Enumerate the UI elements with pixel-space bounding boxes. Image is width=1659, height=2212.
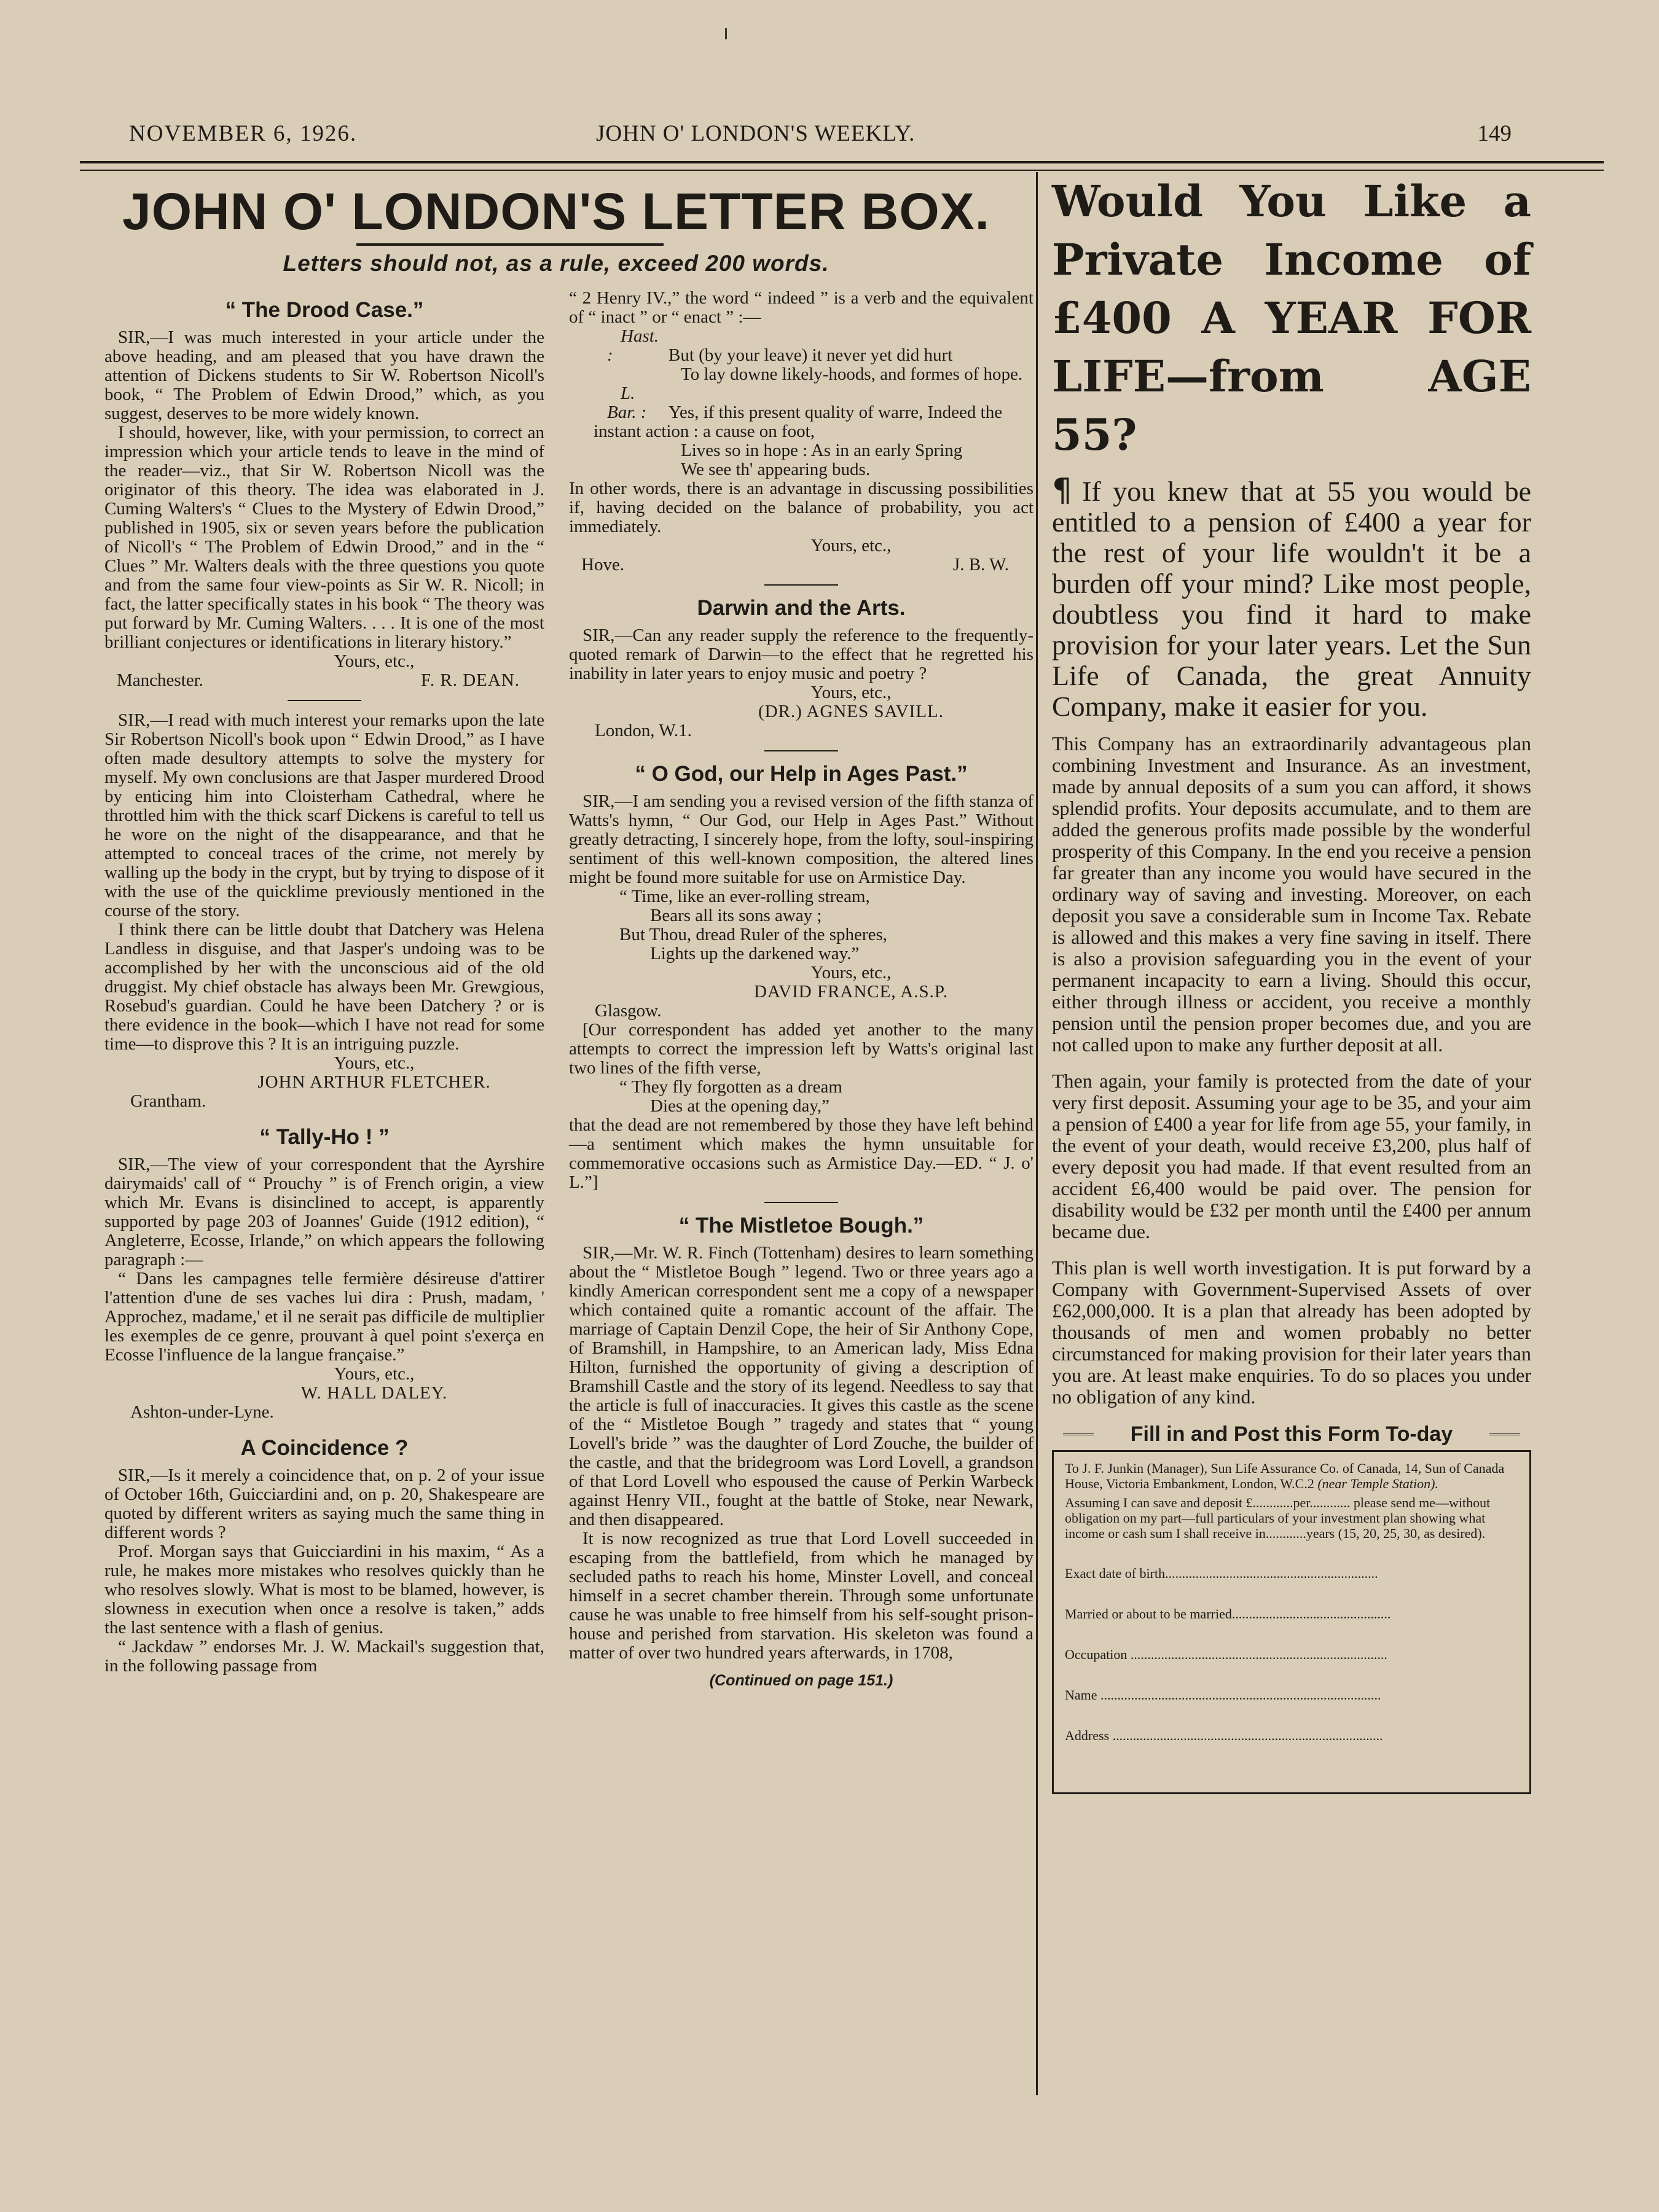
letter-place: Manchester. <box>117 670 203 690</box>
verse-line: We see th' appearing buds. <box>681 460 871 479</box>
birth-date-field[interactable]: Exact date of birth............................................................... <box>1065 1566 1378 1581</box>
letter-place: London, W.1. <box>595 721 692 740</box>
letters-column-2 <box>569 289 1033 1690</box>
header-rule-thin <box>80 170 1604 171</box>
letter-quotation: “ Dans les campagnes telle fermière désireuse d'attirer l'attention d'une de ses vaches lui dira : Prush, madam, ' Approchez, madame,' et il ne serait pas difficile de multiplier les exemples de ce genre, prouvant à quel point s'exerça en Ecosse l'influence de la langue française.” <box>104 1269 544 1365</box>
letter-separator <box>288 700 361 701</box>
letter-closing: Yours, etc., <box>334 1364 415 1384</box>
verse-speaker: L. Bar. : <box>607 383 647 422</box>
sun-life-advertisement <box>1052 172 1531 1794</box>
title-underline <box>356 243 664 246</box>
verse-text: But (by your leave) it never yet did hurt <box>669 345 953 365</box>
header-rule <box>80 161 1604 163</box>
poem-line: “ Time, like an ever-rolling stream, <box>619 887 870 906</box>
print-mark <box>725 28 727 39</box>
letter-closing: Yours, etc., <box>334 651 415 671</box>
verse-line: To lay downe likely-hoods, and formes of hope. <box>681 364 1023 384</box>
letter-place: Hove. <box>581 555 625 575</box>
letter-author: F. R. DEAN. <box>421 670 520 690</box>
letter-signature-line <box>569 555 1033 575</box>
ad-headline: Would You Like a Private Income of £400 A YEAR FOR LIFE—from AGE 55? <box>1052 176 1531 460</box>
coupon-recipient: To J. F. Junkin (Manager), Sun Life Assurance Co. of Canada, 14, Sun of Canada House, Victoria Embankment, London, W.C.2 <box>1065 1461 1505 1491</box>
letter-author: (DR.) AGNES SAVILL. <box>758 702 944 721</box>
ad-paragraph: This plan is well worth investigation. It is put forward by a Company with Government-Supervised Assets of over £62,000,000. It is a plan that already has been adopted by thousands of men and women probably no better circumstanced for making provision for their later years than you are. At least make enquiries. To do so places you under no obligation of any kind. <box>1052 1257 1531 1408</box>
letter-closing: Yours, etc., <box>334 1053 415 1073</box>
letter-place: Grantham. <box>130 1091 206 1111</box>
ad-lead-paragraph <box>1052 472 1531 722</box>
letter-author: DAVID FRANCE, A.S.P. <box>754 982 948 1002</box>
letter-paragraph: SIR,—Is it merely a coincidence that, on p. 2 of your issue of October 16th, Guicciardini and, on p. 20, Shakespeare are quoted by different writers as saying much the same thing in different words ? <box>104 1465 544 1542</box>
letter-paragraph: In other words, there is an advantage in discussing possibilities if, having decided on the balance of probability, you act immediately. <box>569 479 1033 536</box>
coupon-heading: Fill in and Post this Form To-day <box>1052 1422 1531 1446</box>
letter-author: JOHN ARTHUR FLETCHER. <box>257 1072 491 1092</box>
poem-line: Dies at the opening day,” <box>650 1096 830 1116</box>
verse-speaker: Hast. : <box>607 326 659 365</box>
tally-ho-heading: “ Tally-Ho ! ” <box>259 1125 390 1149</box>
letter-place: Ashton-under-Lyne. <box>130 1402 274 1422</box>
letter-separator <box>764 750 838 751</box>
coupon-recipient-note: (near Temple Station). <box>1317 1476 1438 1491</box>
verse-line <box>569 327 1033 365</box>
letter-closing: Yours, etc., <box>810 963 892 982</box>
hymn-heading: “ O God, our Help in Ages Past.” <box>635 762 968 786</box>
letter-author: J. B. W. <box>952 555 1009 575</box>
address-field[interactable]: Address ................................................................................ <box>1065 1728 1383 1743</box>
letter-author: W. HALL DALEY. <box>300 1383 448 1403</box>
letter-paragraph: SIR,—Mr. W. R. Finch (Tottenham) desires to learn something about the “ Mistletoe Bough ” legend. Two or three years ago a kindly American correspondent sent me a copy of a newspaper which contained quite a romantic account of the affair. The marriage of Captain Denzil Cope, the heir of Sir Anthony Cope, of Bramshill, in Hampshire, to an American lady, Miss Edna Hilton, furnished the opportunity of giving a description of Bramshill Castle and the story of its legend. Needless to say that the article is full of inaccuracies. It gives this castle as the scene of the “ Mistletoe Bough ” tragedy and states that “ young Lovell's bride ” was the daughter of Lord Zouche, the builder of the castle, and that the bridegroom was Lord Lovell, a grandson of that Lord Lovell who espoused the cause of Perkin Warbeck against Henry VII., fought at the battle of Stoke, near Newark, and then disappeared. <box>569 1243 1033 1529</box>
publication-title: JOHN O' LONDON'S WEEKLY. <box>596 121 916 146</box>
letters-column-1 <box>104 289 544 1676</box>
letter-paragraph: It is now recognized as true that Lord Lovell succeeded in escaping from the battlefield, from which he managed by secluded paths to reach his home, Minster Lovell, and conceal himself in a secret chamber therein. Through some unfortunate cause he was unable to free himself from his self-sought prison-house and perished from starvation. His skeleton was found a matter of over two hundred years afterwards, in 1708, <box>569 1529 1033 1663</box>
darwin-heading: Darwin and the Arts. <box>697 596 906 620</box>
column-divider <box>1036 172 1038 2095</box>
letter-paragraph: “ 2 Henry IV.,” the word “ indeed ” is a verb and the equivalent of “ inact ” or “ enact ” :— <box>569 288 1033 327</box>
letter-place: Glasgow. <box>595 1001 662 1021</box>
verse-line <box>569 384 1033 441</box>
verse-line: Lives so in hope : As in an early Spring <box>681 441 963 460</box>
letter-paragraph: Prof. Morgan says that Guicciardini in his maxim, “ As a rule, he makes more mistakes who resolves quickly than he who resolves slowly. What is most to be blamed, however, is slowness in execution when once a resolve is taken,” adds the last sentence with a flash of genius. <box>104 1542 544 1637</box>
letter-box-subtitle: Letters should not, as a rule, exceed 200 words. <box>283 251 830 276</box>
letter-paragraph: SIR,—The view of your correspondent that the Ayrshire dairymaids' call of “ Prouchy ” is of French origin, a view which Mr. Evans is disinclined to accept, is apparently supported by page 203 of Joannes' Guide (1912 edition), “ Angleterre, Ecosse, Irlande,” on which appears the following paragraph :— <box>104 1155 544 1269</box>
running-head <box>129 120 1512 157</box>
poem-line: “ They fly forgotten as a dream <box>619 1077 842 1097</box>
ad-lead-text: If you knew that at 55 you would be entitled to a pension of £400 a year for the rest of your life wouldn't it be a burden off your mind? Like most people, doubtless you find it hard to make provision for your later years. Let the Sun Life of Canada, the great Annuity Company, make it easier for you. <box>1052 476 1531 722</box>
letter-signature-line <box>104 671 544 690</box>
letter-paragraph: SIR,—I read with much interest your remarks upon the late Sir Robertson Nicoll's book upon “ Edwin Drood,” as I have often made desultory attempts to solve the mystery for myself. My own conclusions are that Jasper murdered Drood by enticing him into Cloisterham Cathedral, where he throttled him with the thick scarf Dickens is careful to tell us he wore on the night of the disappearance, and that he attempted to conceal traces of the crime, not merely by walling up the body in the crypt, but by trying to dispose of it with the use of the quicklime previously mentioned in the course of the story. <box>104 710 544 920</box>
poem-line: Lights up the darkened way.” <box>650 944 860 963</box>
pilcrow-icon: ¶ <box>1052 472 1073 509</box>
mistletoe-heading: “ The Mistletoe Bough.” <box>678 1214 924 1237</box>
letter-closing: Yours, etc., <box>810 536 892 555</box>
letter-paragraph: SIR,—I was much interested in your article under the above heading, and am pleased that you have drawn the attention of Dickens students to Sir W. Robertson Nicoll's book, “ The Problem of Edwin Drood,” which, as you suggest, deserves to be more widely known. <box>104 327 544 423</box>
letter-paragraph: I should, however, like, with your permission, to correct an impression which your article tends to leave in the mind of the reader—viz., that Sir W. Robertson Nicoll was the originator of this theory. The idea was elaborated in J. Cuming Walters's “ Clues to the Mystery of Edwin Drood,” published in 1905, six or seven years before the publication of Nicoll's “ The Problem of Edwin Drood,” and in the “ Clues ” Mr. Walters deals with the three questions you quote and from the same four view-points as Sir W. R. Nicoll; in fact, the latter specifically states in his book “ The theory was put forward by Mr. Cuming Walters. . . . It is one of the most brilliant conjectures or identifications in literary history.” <box>104 423 544 652</box>
editor-note: that the dead are not remembered by those they have left behind—a sentiment which makes the hymn unsuitable for commemorative occasions such as Armistice Day.—ED. “ J. o' L.”] <box>569 1115 1033 1192</box>
letter-separator <box>764 1202 838 1203</box>
ad-paragraph: Then again, your family is protected from the date of your very first deposit. Assuming your age to be 35, and your aim a pension of £400 a year for life from age 55, your family, in the event of your death, would receive £3,200, plus half of every deposit you had made. If that event resulted from an accident £6,400 would be paid over. The pension for disability would be £32 per month until the £400 per annum became due. <box>1052 1070 1531 1242</box>
poem-line: But Thou, dread Ruler of the spheres, <box>619 925 887 944</box>
letter-separator <box>764 584 838 586</box>
name-field[interactable]: Name ................................................................................... <box>1065 1687 1381 1703</box>
letter-paragraph: SIR,—I am sending you a revised version of the fifth stanza of Watts's hymn, “ Our God, our Help in Ages Past.” Without greatly detracting, I sincerely hope, from the lofty, soul-inspiring sentiment of this well-known composition, the altered lines might be found more suitable for use on Armistice Day. <box>569 791 1033 887</box>
letter-paragraph: SIR,—Can any reader supply the reference to the frequently-quoted remark of Darwin—to the effect that he regretted his inability in later years to enjoy music and poetry ? <box>569 626 1033 683</box>
marital-status-field[interactable]: Married or about to be married............................................... <box>1065 1606 1391 1622</box>
coupon-address <box>1065 1461 1518 1491</box>
ad-paragraph: This Company has an extraordinarily advantageous plan combining Investment and Insurance. As an investment, made by annual deposits of a sum you can afford, it shows splendid profits. Your deposits accumulate, and to them are added the generous profits made possible by the wonderful prosperity of this Company. In the end you receive a pension far greater than any income you would have secured in the ordinary way of saving and investing. Moreover, on each deposit you save a considerable sum in Income Tax. Rebate is allowed and this makes a very fine saving in itself. There is also a provision safeguarding you in the event of your permanent incapacity to earn a living. Should this occur, either through illness or accident, you receive a monthly pension until the pension proper becomes due, and you are not called upon to make any further deposit at all. <box>1052 732 1531 1056</box>
coupon-form <box>1052 1450 1531 1794</box>
letter-closing: Yours, etc., <box>810 683 892 702</box>
letter-paragraph: “ Jackdaw ” endorses Mr. J. W. Mackail's suggestion that, in the following passage from <box>104 1637 544 1676</box>
poem-line: Bears all its sons away ; <box>650 906 822 925</box>
drood-heading: “ The Drood Case.” <box>225 298 424 322</box>
coupon-request-text[interactable]: Assuming I can save and deposit £............per............ please send me—without obligation on my part—full particulars of your investment plan showing what income or cash sum I shall receive in............years (15, 20, 25, 30, as desired). <box>1065 1495 1491 1541</box>
coincidence-heading: A Coincidence ? <box>240 1436 409 1460</box>
issue-date: NOVEMBER 6, 1926. <box>129 121 358 146</box>
letter-paragraph: I think there can be little doubt that Datchery was Helena Landless in disguise, and that Jasper's undoing was to be accomplished by her with the unconscious aid of the old druggist. My chief obstacle has always been Mr. Grewgious, Rosebud's guardian. Could he have been Datchery ? or is there evidence in the book—which I have not read for some time—to disprove this ? It is an intriguing puzzle. <box>104 920 544 1054</box>
page-number: 149 <box>1477 121 1512 146</box>
editor-note: [Our correspondent has added yet another to the many attempts to correct the impression left by Watts's original last two lines of the fifth verse, <box>569 1020 1033 1078</box>
continued-note: (Continued on page 151.) <box>709 1672 893 1689</box>
verse-text: Yes, if this present quality of warre, Indeed the instant action : a cause on foot, <box>594 402 1003 441</box>
occupation-field[interactable]: Occupation ............................................................................ <box>1065 1647 1387 1662</box>
letter-box-title: JOHN O' LONDON'S LETTER BOX. <box>122 182 990 240</box>
